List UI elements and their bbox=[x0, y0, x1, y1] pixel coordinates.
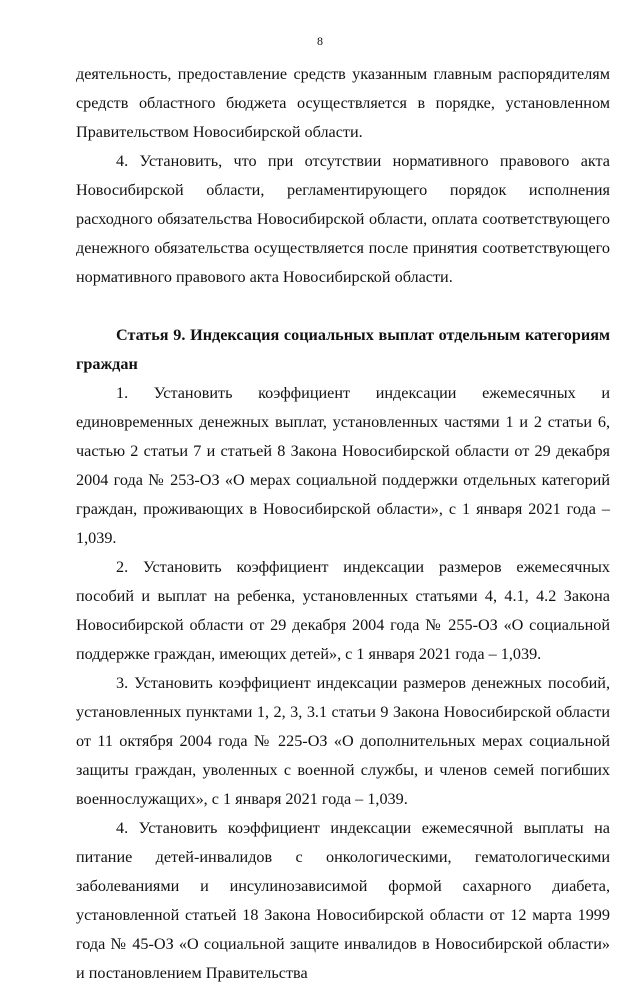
paragraph-article9-item-3: 3. Установить коэффициент индексации размеров денежных пособий, установленных пунктами 1, 2, 3, 3.1 статьи 9 Закона Новосибирской области от 11 октября 2004 года № 225-ОЗ «О дополнительных мерах социальной защиты граждан, уволенных с военной службы, и членов семей погибших военнослужащих», с 1 января 2021 года – 1,039. bbox=[76, 674, 610, 808]
paragraph-article9-item-4: 4. Установить коэффициент индексации ежемесячной выплаты на питание детей-инвалидов с онкологическими, гематологическими заболеваниями и инсулинозависимой формой сахарного диабета, установленной статьей 18 Закона Новосибирской области от 12 марта 1999 года № 45-ОЗ «О социальной защите инвалидов в Новосибирской области» и постановлением Правительства bbox=[76, 819, 610, 982]
paragraph-article9-item-2: 2. Установить коэффициент индексации размеров ежемесячных пособий и выплат на ребенка, установленных статьями 4, 4.1, 4.2 Закона Новосибирской области от 29 декабря 2004 года № 255-ОЗ «О социальной поддержке граждан, имеющих детей», с 1 января 2021 года – 1,039. bbox=[76, 558, 610, 663]
document-body bbox=[76, 60, 610, 988]
section-spacer bbox=[76, 292, 610, 321]
page-number: 8 bbox=[317, 34, 323, 48]
paragraph-continuation: деятельность, предоставление средств указанным главным распорядителям средств областного бюджета осуществляется в порядке, установленном Правительством Новосибирской области. bbox=[76, 65, 610, 141]
paragraph-clause-4: 4. Установить, что при отсутствии нормативного правового акта Новосибирской области, регламентирующего порядок исполнения расходного обязательства Новосибирской области, оплата соответствующего денежного обязательства осуществляется после принятия соответствующего нормативного правового акта Новосибирской области. bbox=[76, 152, 610, 286]
article-heading: Статья 9. Индексация социальных выплат отдельным категориям граждан bbox=[76, 326, 610, 373]
paragraph-article9-item-1: 1. Установить коэффициент индексации ежемесячных и единовременных денежных выплат, установленных частями 1 и 2 статьи 6, частью 2 статьи 7 и статьей 8 Закона Новосибирской области от 29 декабря 2004 года № 253-ОЗ «О мерах социальной поддержки отдельных категорий граждан, проживающих в Новосибирской области», с 1 января 2021 года – 1,039. bbox=[76, 384, 610, 547]
